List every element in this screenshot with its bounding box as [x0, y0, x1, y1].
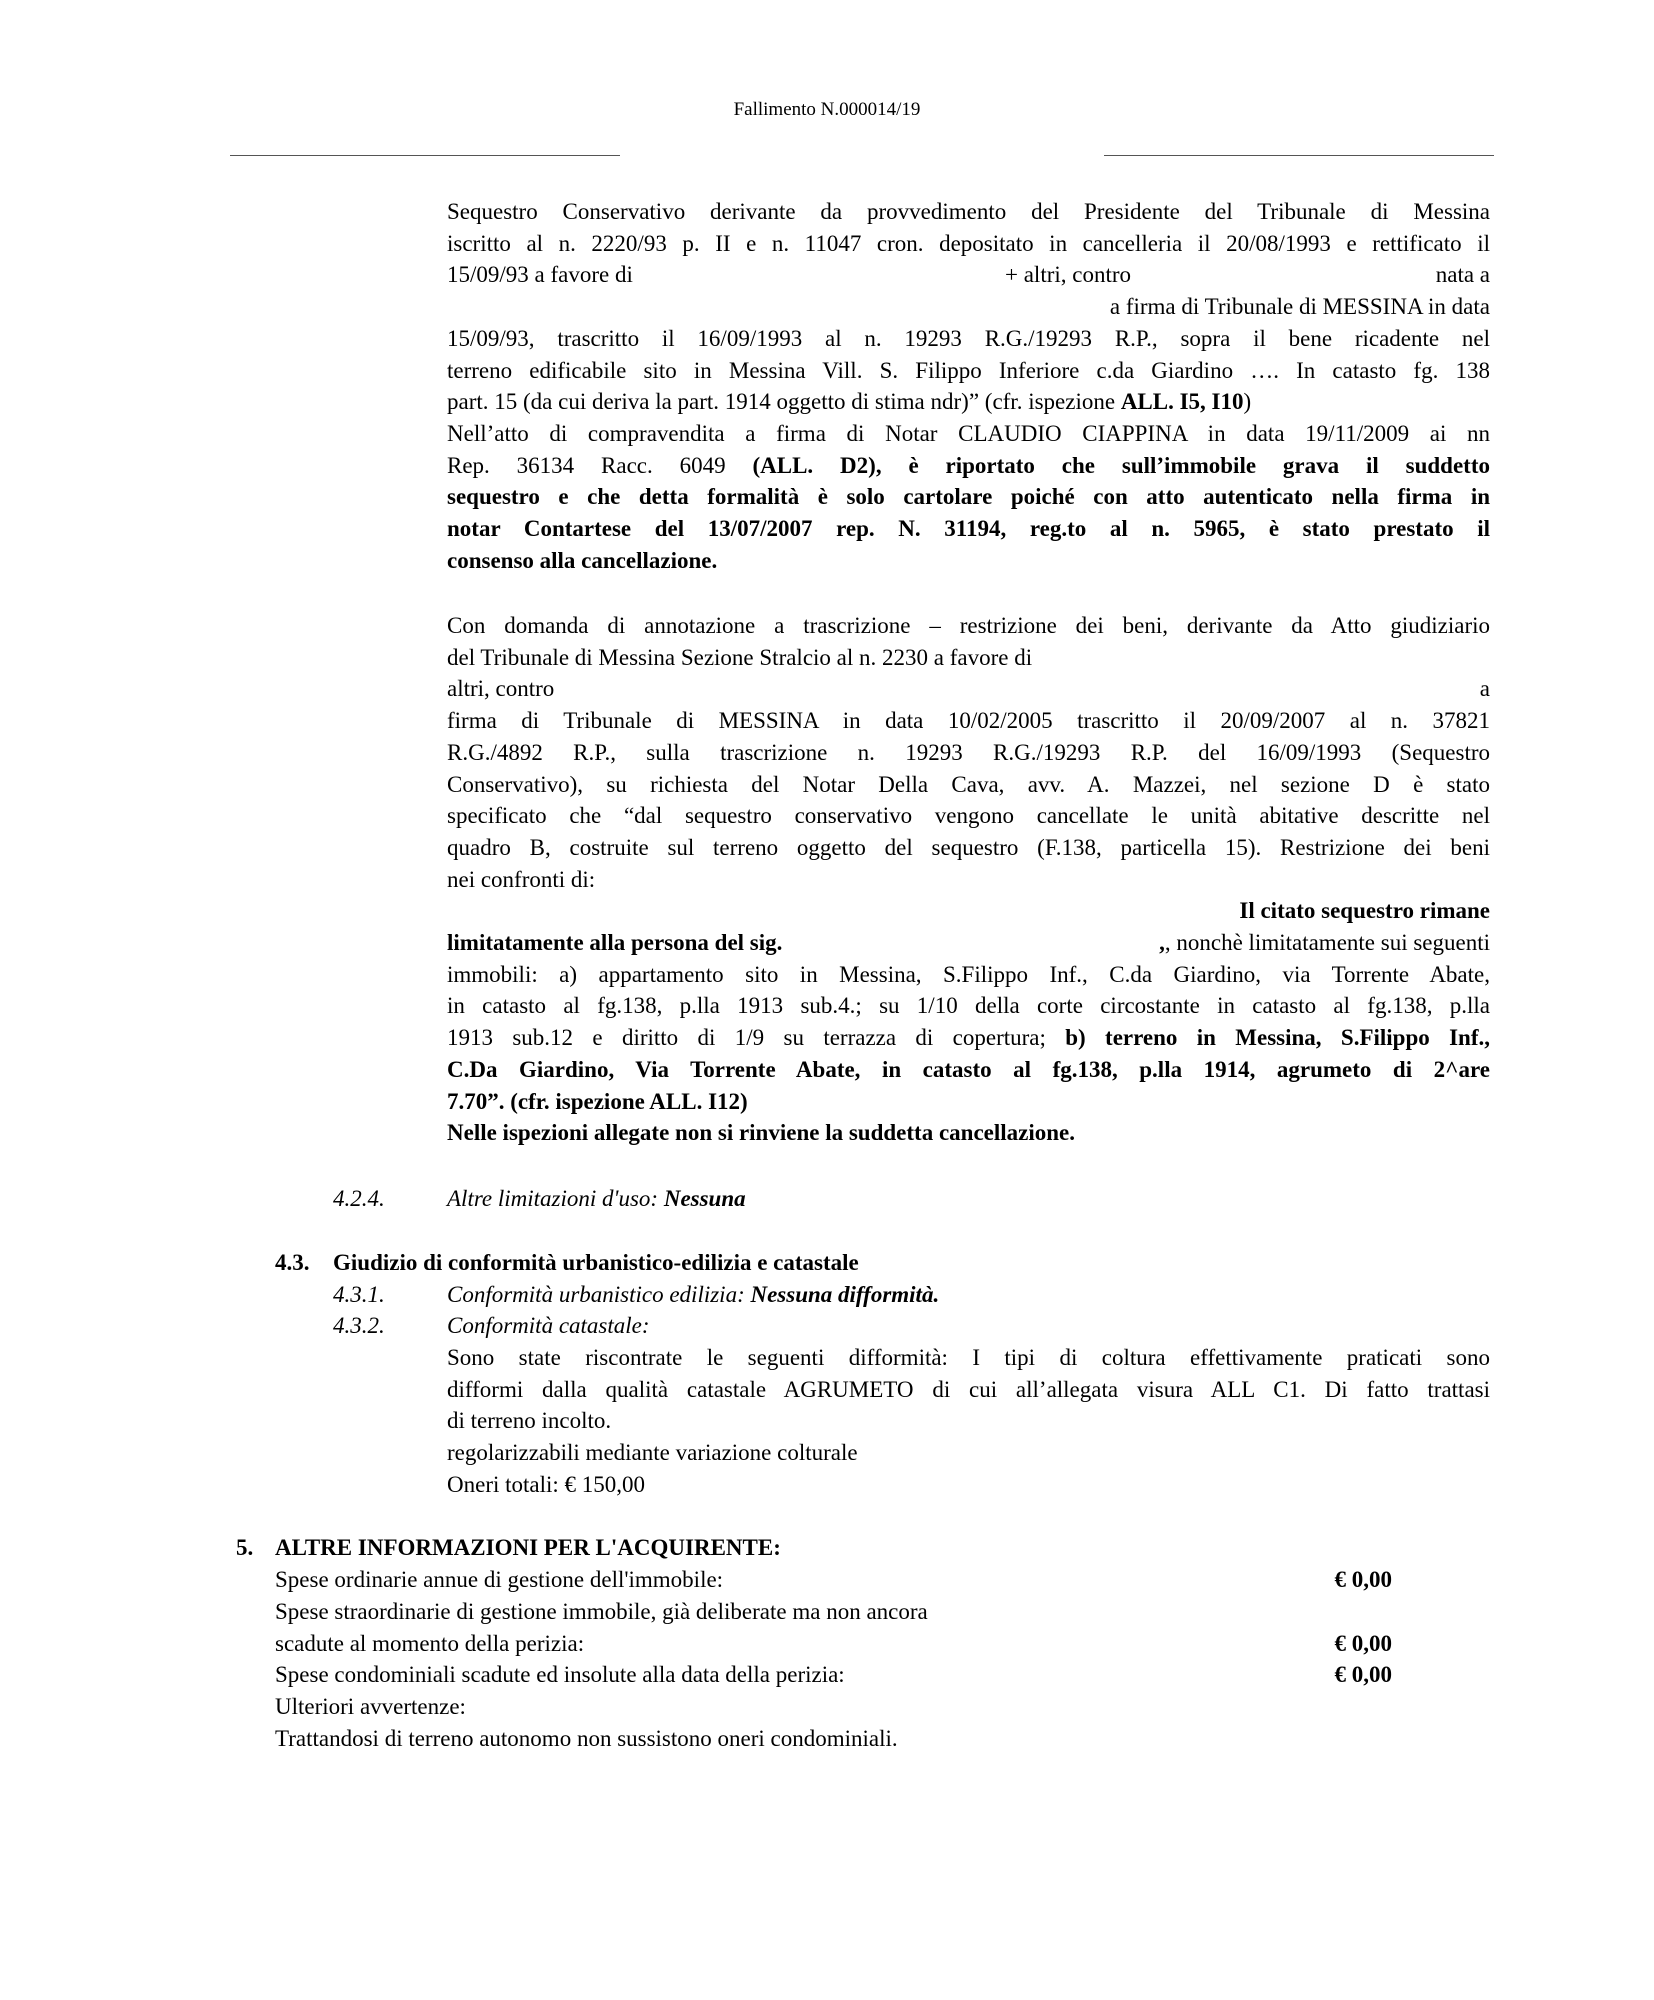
text-line-bold: C.Da Giardino, Via Torrente Abate, in catasto al fg.138, p.lla 1914, agrumeto di 2^are	[447, 1056, 1490, 1082]
text-fragment-bold: (ALL. D2), è riportato che sull’immobile grava il suddetto	[752, 452, 1490, 478]
section-4-3-2-number	[333, 1310, 385, 1342]
header-rule-right	[1104, 155, 1494, 156]
text-line: firma di Tribunale di MESSINA in data 10/02/2005 trascritto il 20/09/2007 al n. 37821	[447, 708, 1490, 734]
text-line: immobili: a) appartamento sito in Messina, S.Filippo Inf., C.da Giardino, via Torrente Abate,	[447, 961, 1490, 987]
text-line: Conservativo), su richiesta del Notar Della Cava, avv. A. Mazzei, nel sezione D è stato	[447, 771, 1490, 797]
text-line-bold: consenso alla cancellazione.	[447, 547, 718, 573]
notes-label: Ulteriori avvertenze:	[275, 1694, 466, 1719]
section-4-3-1-text	[447, 1279, 939, 1311]
text-line: iscritto al n. 2220/93 p. II e n. 11047 cron. depositato in cancelleria il 20/08/1993 e rettificato il	[447, 230, 1490, 256]
cost-value: € 0,00	[1334, 1631, 1392, 1656]
comma-bold: ,	[1159, 930, 1165, 956]
section-number: 4.3.2.	[333, 1313, 385, 1338]
text-line: in catasto al fg.138, p.lla 1913 sub.4.; su 1/10 della corte circostante in catasto al fg.138, p.lla	[447, 993, 1490, 1019]
text-line	[447, 450, 1490, 482]
text-line: Sequestro Conservativo derivante da provvedimento del Presidente del Tribunale di Messina	[447, 199, 1490, 224]
text-fragment: nata a	[1435, 262, 1490, 288]
section-4-3-1-number	[333, 1279, 385, 1311]
text-fragment: , nonchè limitatamente sui seguenti	[1164, 930, 1490, 956]
text-fragment: 1913 sub.12 e diritto di 1/9 su terrazza di copertura;	[447, 1025, 1066, 1051]
text-line: nei confronti di:	[447, 866, 596, 892]
text-line: Nell’atto di compravendita a firma di Notar CLAUDIO CIAPPINA in data 19/11/2009 ai nn	[447, 420, 1490, 446]
section-label: Conformità catastale:	[447, 1313, 650, 1338]
cost-value: € 0,00	[1334, 1567, 1392, 1592]
cost-row-label: Spese condominiali scadute ed insolute alla data della perizia:	[275, 1662, 845, 1687]
page-header-title: Fallimento N.000014/19	[733, 99, 921, 120]
notes-text: Trattandosi di terreno autonomo non sussistono oneri condominiali.	[275, 1726, 898, 1751]
section-4-2-4	[333, 1183, 385, 1215]
section-value: Nessuna difformità.	[750, 1282, 940, 1307]
cost-row-value	[1335, 1564, 1393, 1596]
text-line: specificato che “dal sequestro conservativo vengono cancellate le unità abitative descritte nel	[447, 803, 1490, 829]
text-line: di terreno incolto.	[447, 1408, 612, 1434]
text-fragment: a	[1479, 676, 1490, 702]
text-line-bold: 7.70”. (cfr. ispezione ALL. I12)	[447, 1088, 748, 1114]
header-rule-left	[230, 155, 620, 156]
section-number: 4.2.4.	[333, 1186, 385, 1211]
text-line: Sono state riscontrate le seguenti difformità: I tipi di coltura effettivamente praticati sono	[447, 1345, 1490, 1370]
section-4-3-title	[333, 1247, 859, 1279]
section-title: Giudizio di conformità urbanistico-edilizia e catastale	[333, 1250, 859, 1275]
text-line-bold: sequestro e che detta formalità è solo cartolare poiché con atto autenticato nella firma in	[447, 484, 1490, 510]
cost-row-value	[1335, 1628, 1393, 1660]
text-line: 15/09/93, trascritto il 16/09/1993 al n. 19293 R.G./19293 R.P., sopra il bene ricadente nel	[447, 325, 1490, 351]
text-line: a firma di Tribunale di MESSINA in data	[1109, 294, 1490, 320]
section-4-3-number	[275, 1247, 310, 1279]
text-fragment: Rep. 36134 Racc. 6049	[447, 452, 753, 478]
text-line	[447, 259, 1490, 291]
section-title: ALTRE INFORMAZIONI PER L'ACQUIRENTE:	[275, 1535, 781, 1560]
cost-value: € 0,00	[1334, 1662, 1392, 1687]
cost-row-value	[1335, 1659, 1393, 1691]
text-fragment: altri, contro	[447, 676, 555, 702]
text-line: quadro B, costruite sul terreno oggetto del sequestro (F.138, particella 15). Restrizione dei beni	[447, 834, 1490, 860]
text-fragment: + altri, contro	[1005, 262, 1132, 288]
sequestro-paragraph	[447, 196, 1490, 576]
domanda-paragraph	[447, 610, 1490, 1149]
section-value: Nessuna	[663, 1186, 746, 1211]
text-fragment: part. 15 (da cui deriva la part. 1914 oggetto di stima ndr)” (cfr. ispezione	[447, 389, 1121, 415]
text-fragment: )	[1243, 389, 1252, 415]
text-line-bold: Il citato sequestro rimane	[1239, 898, 1490, 924]
text-line	[447, 927, 1490, 959]
cost-row-label: Spese ordinarie annue di gestione dell'immobile:	[275, 1567, 724, 1592]
text-line	[447, 386, 1490, 418]
section-5-title	[275, 1532, 781, 1564]
section-4-3-2-body	[447, 1342, 1490, 1501]
section-label: Altre limitazioni d'uso:	[447, 1186, 664, 1211]
text-line-bold: Nelle ispezioni allegate non si rinviene la suddetta cancellazione.	[447, 1120, 1075, 1146]
text-fragment-bold: b) terreno in Messina, S.Filippo Inf.,	[1065, 1025, 1491, 1051]
text-line	[447, 673, 1490, 705]
text-line: regolarizzabili mediante variazione colturale	[447, 1440, 858, 1466]
section-5-number	[236, 1532, 253, 1564]
text-line-bold: notar Contartese del 13/07/2007 rep. N. 31194, reg.to al n. 5965, è stato prestato il	[447, 516, 1490, 542]
text-fragment: 15/09/93 a favore di	[447, 262, 633, 288]
section-number: 4.3.1.	[333, 1282, 385, 1307]
section-4-3-2-label	[447, 1310, 650, 1342]
text-line: Oneri totali: € 150,00	[447, 1471, 646, 1497]
text-fragment	[1159, 927, 1490, 959]
cost-row-label: Spese straordinarie di gestione immobile, già deliberate ma non ancora	[275, 1599, 928, 1624]
text-fragment-bold: limitatamente alla persona del sig.	[447, 930, 783, 956]
section-number: 4.3.	[275, 1250, 310, 1275]
text-line: Con domanda di annotazione a trascrizione – restrizione dei beni, derivante da Atto giudiziario	[447, 613, 1490, 638]
text-line: R.G./4892 R.P., sulla trascrizione n. 19293 R.G./19293 R.P. del 16/09/1993 (Sequestro	[447, 739, 1490, 765]
text-line	[447, 1022, 1490, 1054]
allegato-ref: ALL. I5, I10	[1120, 389, 1244, 415]
cost-row-label: scadute al momento della perizia:	[275, 1631, 585, 1656]
section-label: Conformità urbanistico edilizia:	[447, 1282, 751, 1307]
section-4-2-4-text	[447, 1183, 746, 1215]
text-line: del Tribunale di Messina Sezione Stralcio al n. 2230 a favore di	[447, 644, 1033, 670]
text-line: difformi dalla qualità catastale AGRUMETO di cui all’allegata visura ALL C1. Di fatto trattasi	[447, 1376, 1490, 1402]
text-line: terreno edificabile sito in Messina Vill. S. Filippo Inferiore c.da Giardino …. In catasto fg. 138	[447, 357, 1490, 383]
section-number: 5.	[236, 1535, 254, 1560]
